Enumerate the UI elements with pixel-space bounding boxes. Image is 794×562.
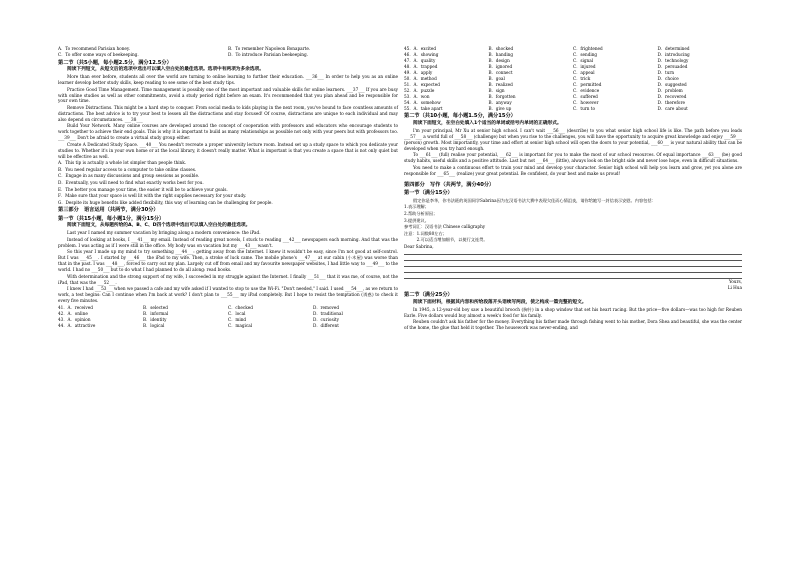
- option: C．mind: [228, 316, 247, 322]
- writing-note: 2.可以适当增加细节，以使行文连贯。: [404, 237, 488, 243]
- option: D．curiosity: [313, 316, 339, 322]
- part-heading: 第三部分 语言运用（共两节，满分30分）: [58, 207, 159, 214]
- option: C．evidence: [573, 87, 600, 93]
- option: B．connect: [488, 69, 513, 75]
- option: A．This tip is actually a whole lot simpler than people think.: [58, 160, 187, 166]
- option: B．design: [488, 57, 510, 63]
- question-options: [58, 46, 398, 58]
- option: B．selected: [143, 304, 168, 310]
- answer-line[interactable]: [404, 260, 742, 261]
- option: 46．A．showing: [404, 51, 439, 57]
- writing-point: 2.帮助分析原因；: [404, 210, 438, 216]
- option: 45．A．excited: [404, 46, 437, 51]
- option: 41．A．received: [58, 304, 93, 310]
- answer-line[interactable]: [404, 254, 742, 255]
- option: D．turn: [657, 69, 675, 75]
- option: C．suffered: [573, 93, 598, 99]
- option: D．Eventually, you will need to find what exactly works best for you.: [58, 180, 204, 186]
- answer-lines[interactable]: [404, 254, 742, 278]
- writing-prompt: 假定你是李华，你书法班的英国同学Sabrina因为在汉语书法大赛中表现欠佳而心情沮丧，请你给她写一封信表示安慰。内容包括：: [413, 197, 656, 203]
- grammar-paragraph: You need to make a continuous effort to train your mind and develop your character. Senior high school will help you learn and grow, yet you alone are responsible for ___65___ (realize) your great potential. Be confident, do your best and make us proud!: [404, 164, 742, 176]
- option: C．injured: [573, 63, 596, 69]
- cloze-paragraph: With determination and the strong support of my wife, I succeeded in my struggle against the Internet. I finally ___51___ that it was me, of course, not the iPad, that was the ___52___.: [58, 273, 398, 285]
- part-heading: 第四部分 写作（共两节，满分40分）: [404, 181, 495, 188]
- writing-reference: 参考词汇：汉语书法 Chinese calligraphy: [404, 224, 486, 230]
- option: C．checked: [228, 304, 253, 310]
- option: 49．A．apply: [404, 69, 433, 75]
- grammar-paragraph: I'm your principal, Mr Xu at senior high school. I can't wait ___56___ (describe) to you what senior high school life is like. The path before you leads ___57___ a world full of ___58___ (challenge) but when you rise to the challenges, you will have the opportunity to acquire great knowledge and enjoy ___59___ (person) growth. Most importantly, your time and effort at senior high school will open the doors to your potential, ___60___ is your natural ability that can be developed when you try hard enough.: [404, 127, 742, 151]
- section-instructions: 阅读下面材料，根据其内容和所给段落开头语续写两段，使之构成一篇完整的短文。: [413, 299, 587, 305]
- option: F．Make sure that your space is well lit with the right supplies necessary for your study.: [58, 193, 247, 199]
- option: B．identity: [143, 316, 167, 322]
- left-column: [58, 46, 398, 329]
- option: B．goal: [488, 75, 505, 81]
- option: D．removed: [313, 304, 340, 310]
- section-heading: 第一节（满分15分）: [404, 190, 453, 197]
- option: C．local: [228, 310, 246, 316]
- grammar-paragraph: To ___61___ (full) realise your potential, ___62___ is important for you to make the most of our school resources. Of equal importance ___63___ (be) good study habits, useful skills and a positive attitude. Last but not ___64___ (little), always look on the bright side and never lose hope, even in difficult situations.: [404, 152, 742, 164]
- option: D．different: [313, 322, 339, 328]
- option: D．To introduce Parisian beekeeping.: [228, 51, 308, 57]
- option: D．introducing: [657, 51, 690, 57]
- option: B．To remember Napoleon Bonaparte.: [228, 46, 311, 51]
- writing-point: 1.表示理解；: [404, 204, 429, 210]
- cloze-paragraph: So this year I made up my mind to try something ___44___: getting away from the Internet. I knew it wouldn't be easy, since I'm not good at self-control. But I was ___45___. I started by ___46___ the iPad to my wife. Then, a stroke of luck came. The mobile phone's ___47___ at our cabin (小木屋) was worse than that in the past. I was ___48___, forced to carry out my plan. Largely cut off from email and my favourite newspaper websites, I had little way to ___49___ to the world. I had no ___50___ but to do what I had planned to do all along: read books.: [58, 249, 398, 273]
- option: B．give up: [488, 105, 512, 111]
- cloze-paragraph: I knew I had ___53___ when we passed a cafe and my wife asked if I wanted to stop to use the Wi-Fi. "Don't needed," I said. I used ___54___, as we return to work, a test begins: Can I continue when I'm back at work? I don't plan to ___55___ my iPad completely. But I hope to resist the temptation (诱惑) to check it every five minutes.: [58, 286, 398, 304]
- answer-line[interactable]: [404, 272, 742, 273]
- section-heading: 第二节（共5小题，每小题2.5分，满分12.5分）: [58, 59, 172, 66]
- option-list: [58, 160, 398, 205]
- passage-paragraph: More than ever before, students all over the world are turning to online learning to further their education. ___36___ In order to help you as an online learner develop better study skills, keep reading to see some of the best study tips.: [58, 74, 398, 86]
- writing-note: 注意：1.词数80左右；: [404, 230, 447, 236]
- option: 54．A．somehow: [404, 99, 441, 105]
- cloze-options: [404, 46, 742, 111]
- option: D．traditional: [313, 310, 343, 316]
- option: D．suggested: [657, 81, 687, 87]
- option: C．sending: [573, 51, 598, 57]
- option: D．problem: [657, 87, 683, 93]
- option: 47．A．quality: [404, 57, 436, 63]
- section-instructions: 阅读下列短文，从短文后的选项中选出可以填入空白处的最佳选项。选项中有两项为多余选项。: [67, 67, 264, 73]
- option: B．shocked: [488, 46, 514, 51]
- option: C．permitted: [573, 81, 602, 87]
- option: D．persuaded: [657, 63, 688, 69]
- cloze-options: [58, 305, 398, 329]
- option: C．To offer some ways of beekeeping.: [58, 51, 139, 57]
- option: 55．A．take apart: [404, 105, 443, 111]
- letter-closing: Yours,: [728, 278, 742, 284]
- writing-point: 3.提供建议。: [404, 217, 429, 223]
- right-column: [404, 46, 742, 332]
- option: 52．A．puzzle: [404, 87, 435, 93]
- option: D．therefore: [657, 99, 685, 105]
- option: E．The better you manage your time, the easier it will be to achieve your goals.: [58, 186, 228, 192]
- story-paragraph: In 1945, a 12-year-old boy saw a beautiful brooch (胸针) in a shop window that set his heart racing. But the price—five dollars—was too high for Reuben Earle. Five dollars would buy almost a week's food for his family.: [404, 306, 742, 318]
- option: C．trick: [573, 75, 591, 81]
- option: D．care about: [657, 105, 688, 111]
- option: C．however: [573, 99, 599, 105]
- option: B．handing: [488, 51, 514, 57]
- option: B．forgotten: [488, 93, 516, 99]
- option: D．technology: [657, 57, 689, 63]
- letter-signature: Li Hua: [727, 284, 742, 290]
- option: D．determined: [657, 46, 690, 51]
- section-heading: 第二节（共10小题，每小题1.5分，满分15分）: [404, 113, 516, 120]
- option: C．Engage in as many discussions and group sessions as possible.: [58, 173, 200, 179]
- passage-paragraph: Remove Distractions. This might be a hard step to conquer. From social media to kids playing in the next room, you've bound to face countless amounts of distractions. The best advice is to try your best to lessen all the distractions and stay focused! Of course, distractions are unique to each individual and may also depend on circumstances. ___38___: [58, 105, 398, 122]
- option: 43．A．opinion: [58, 316, 91, 322]
- answer-line[interactable]: [404, 266, 742, 267]
- option: B．sign: [488, 87, 505, 93]
- section-heading: 第一节（共15小题，每小题1分，满分15分）: [58, 215, 165, 222]
- option: G．Despite its huge benefits like added flexibility, this way of learning can be challenging for people.: [58, 199, 273, 205]
- option: B．informal: [143, 310, 169, 316]
- option: B．You need regular access to a computer to take online classes.: [58, 166, 197, 172]
- passage-paragraph: Build Your Network. Many online courses are developed around the concept of cooperation with professors and educators who encourage students to work together to achieve their end goals. This is why it is important to build as many relationships as possible not only with your peers but with professors too. ___39___ Don't be afraid to create a virtual study group either.: [58, 123, 398, 141]
- option: D．choice: [657, 75, 679, 81]
- option: 48．A．trapped: [404, 63, 438, 69]
- option: C．frightened: [573, 46, 603, 51]
- spacer: [404, 177, 742, 180]
- section-heading: 第二节（满分25分）: [404, 292, 453, 299]
- option: 42．A．online: [58, 310, 88, 316]
- option: A．To recommend Parisian honey.: [58, 46, 131, 51]
- option: 44．A．attractive: [58, 322, 96, 328]
- cloze-paragraph: Last year I named my summer vacation by bringing along a modern convenience: the iPad.: [67, 230, 261, 236]
- section-instructions: 阅读下面短文，从每题所给的A、B、C、D四个选项中选出可以填入空白处的最佳选项。: [67, 223, 251, 229]
- passage-paragraph: Practice Good Time Management. Time management is possibly one of the most important and valuable skills for online learners. ___37___ If you are busy with online studies as well as other commitments, avoid a study period right before an exam. It's recommended that you plan ahead and be responsible for your own time.: [58, 86, 398, 104]
- option: B．anyway: [488, 99, 512, 105]
- option: B．logical: [143, 322, 165, 328]
- option: 53．A．won: [404, 93, 430, 99]
- option: C．magical: [228, 322, 253, 328]
- cloze-paragraph: Instead of looking at books, I ___41___ my email. Instead of reading great novels, I stuck to reading ___42___ newspapers each morning. And that was the problem. I was acting as if I were still in the office. My body was on vacation but my ___43___ wasn't.: [58, 236, 398, 248]
- option: D．recovered: [657, 93, 687, 99]
- option: 51．A．expected: [404, 81, 440, 87]
- option: B．ignored: [488, 63, 513, 69]
- letter-salutation: Dear Sabrina,: [404, 243, 434, 249]
- option: C．appeal: [573, 69, 595, 75]
- option: 50．A．method: [404, 75, 437, 81]
- story-paragraph: Reuben couldn't ask his father for the money. Everything his father made through fishing went to his mother, Dora Shea and beautiful, she was the center of the home, the glue that held it together. The housework was never-ending, and: [404, 319, 742, 331]
- option: C．turn to: [573, 105, 596, 111]
- passage-paragraph: Create A Dedicated Study Space. ___40___ You needn't recreate a proper university lecture room. Instead set up a study space to which you dedicate your studies to. Whether it's in your own home or at the local library, it doesn't really matter. What is important is that you create a space that is not only quiet but will be effective as well.: [58, 141, 398, 159]
- section-instructions: 阅读下面短文，在空白处填入1个适当的单词或括号内单词的正确形式。: [413, 120, 562, 126]
- option: C．signal: [573, 57, 594, 63]
- option: B．realized: [488, 81, 513, 87]
